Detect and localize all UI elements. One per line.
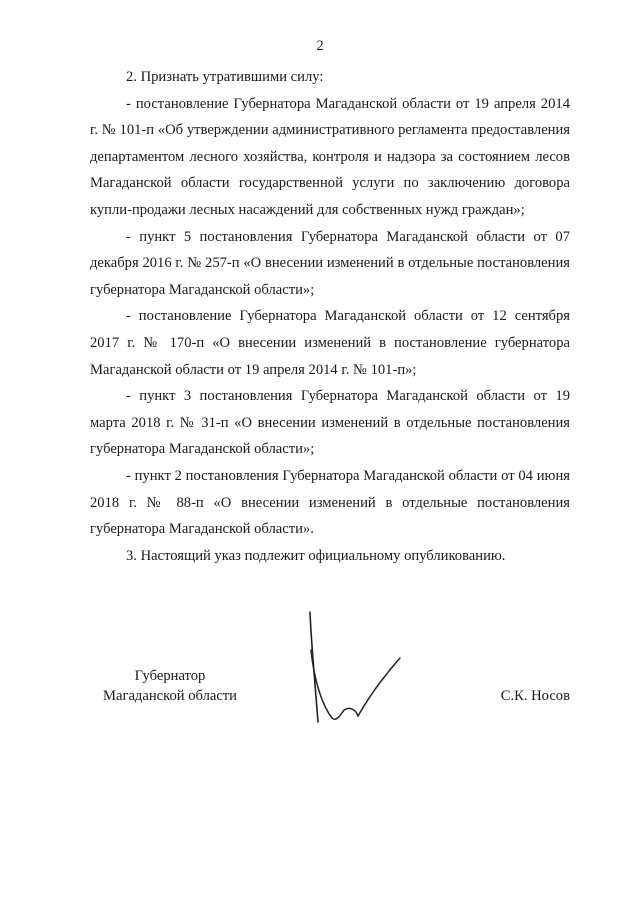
document-body [90,64,570,569]
page-number: 2 [316,38,324,54]
paragraph-repeal-item-2: - пункт 5 постановления Губернатора Магаданской области от 07 декабря 2016 г. № 257-п «О внесении изменений в отдельные постановления губернатора Магаданской области»; [90,228,570,298]
signatory-title-line2: Магаданской области [103,688,237,704]
signatory-title [90,666,250,706]
paragraph-repeal-item-1: - постановление Губернатора Магаданской области от 19 апреля 2014 г. № 101-п «Об утверждении административного регламента предоставления департаментом лесного хозяйства, контроля и надзора за состоянием лесов Магаданской области государственной услуги по заключению договора купли-продажи лесных насаждений для собственных нужд граждан»; [90,95,570,218]
paragraph-repeal-heading: 2. Признать утратившими силу: [126,69,324,85]
signatory-name: С.К. Носов [500,688,570,704]
paragraph-repeal-item-5: - пункт 2 постановления Губернатора Магаданской области от 04 июня 2018 г. № 88-п «О внесении изменений в отдельные постановления губернатора Магаданской области». [90,467,570,538]
paragraph-repeal-item-3: - постановление Губернатора Магаданской области от 12 сентября 2017 г. № 170-п «О внесении изменений в постановление губернатора Магаданской области от 19 апреля 2014 г. № 101-п»; [90,308,570,378]
signatory-title-line1: Губернатор [134,668,206,684]
paragraph-publication: 3. Настоящий указ подлежит официальному опубликованию. [126,547,506,564]
handwritten-signature [300,610,410,730]
paragraph-repeal-item-4: - пункт 3 постановления Губернатора Магаданской области от 19 марта 2018 г. № 31-п «О внесении изменений в отдельные постановления губернатора Магаданской области»; [90,388,570,458]
